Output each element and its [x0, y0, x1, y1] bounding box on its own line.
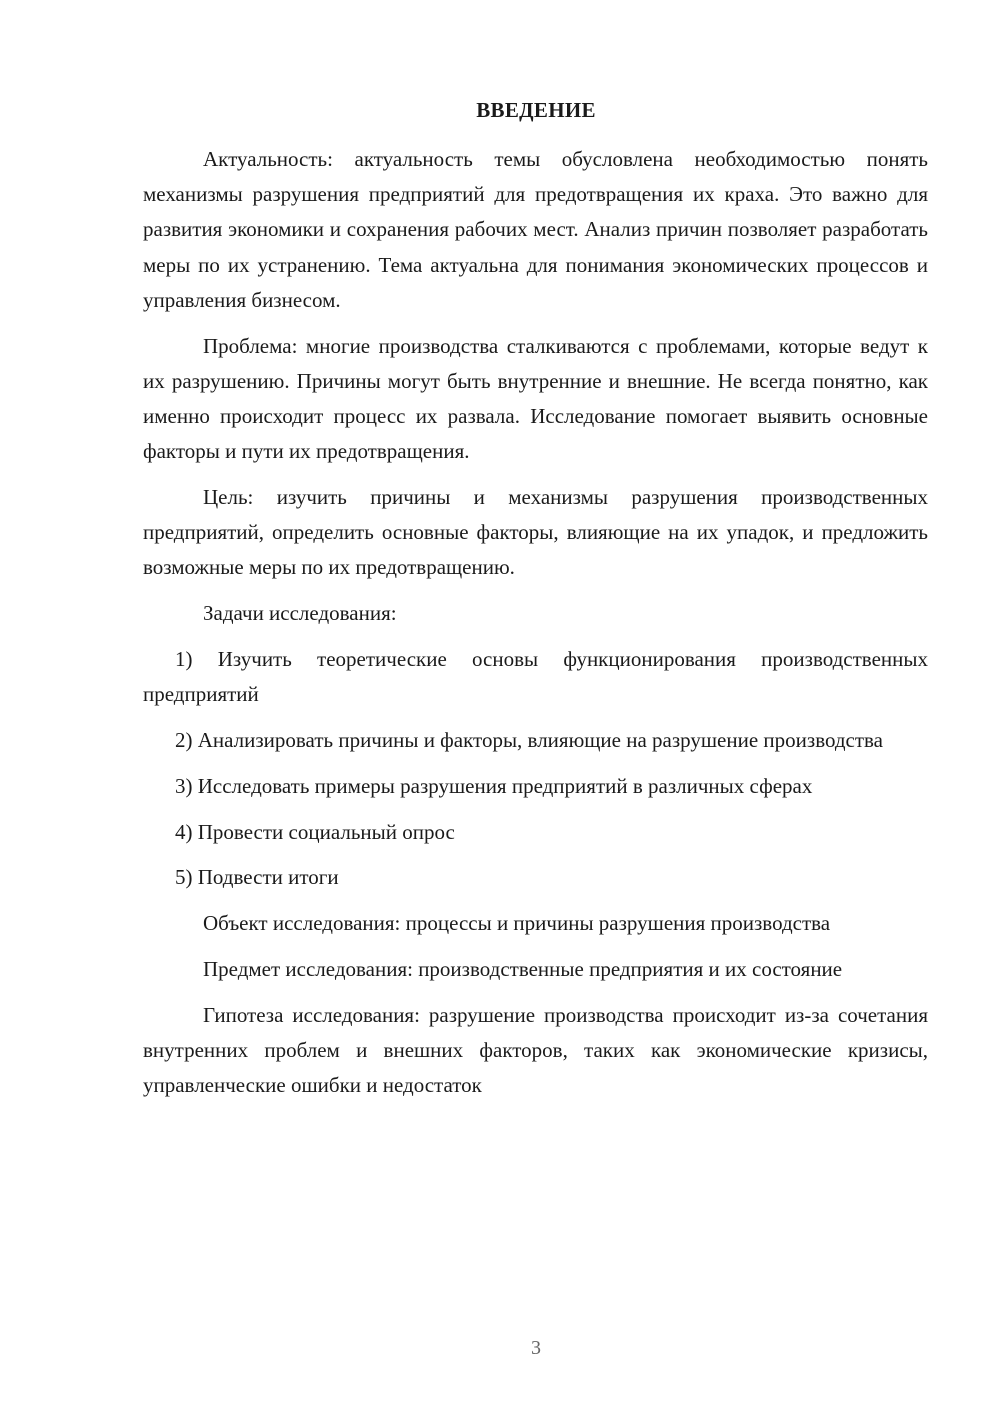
paragraph-problem: Проблема: многие производства сталкиваются с проблемами, которые ведут к их разрушению. Причины могут быть внутренние и внешние. Не всегда понятно, как именно происходит процесс их развала. Исследование помогает выявить основные факторы и пути их предотвращения. [143, 333, 928, 464]
task-item: 1) Изучить теоретические основы функционирования производственных предприятий [143, 647, 928, 707]
task-item: 2) Анализировать причины и факторы, влияющие на разрушение производства [175, 728, 884, 753]
paragraph-goal: Цель: изучить причины и механизмы разрушения производственных предприятий, определить основные факторы, влияющие на их упадок, и предложить возможные меры по их предотвращению. [143, 485, 928, 580]
paragraph-object: Объект исследования: процессы и причины разрушения производства [203, 911, 831, 936]
paragraph-hypothesis: Гипотеза исследования: разрушение производства происходит из-за сочетания внутренних проблем и внешних факторов, таких как экономические кризисы, управленческие ошибки и недостаток [143, 1002, 928, 1098]
paragraph-tasks-title: Задачи исследования: [203, 601, 397, 626]
document-body [143, 142, 928, 1103]
task-item: 4) Провести социальный опрос [175, 819, 455, 844]
paragraph-relevance: Актуальность: актуальность темы обусловлена необходимостью понять механизмы разрушения предприятий для предотвращения их краха. Это важно для развития экономики и сохранения рабочих мест. Анализ причин позволяет разработать меры по их устранению. Тема актуальна для понимания экономических процессов и управления бизнесом. [143, 147, 928, 312]
task-item: 3) Исследовать примеры разрушения предприятий в различных сферах [175, 773, 813, 798]
task-item: 5) Подвести итоги [175, 865, 339, 890]
paragraph-subject: Предмет исследования: производственные предприятия и их состояние [203, 957, 843, 981]
page-number: 3 [531, 1337, 541, 1359]
page-heading: ВВЕДЕНИЕ [476, 98, 596, 122]
